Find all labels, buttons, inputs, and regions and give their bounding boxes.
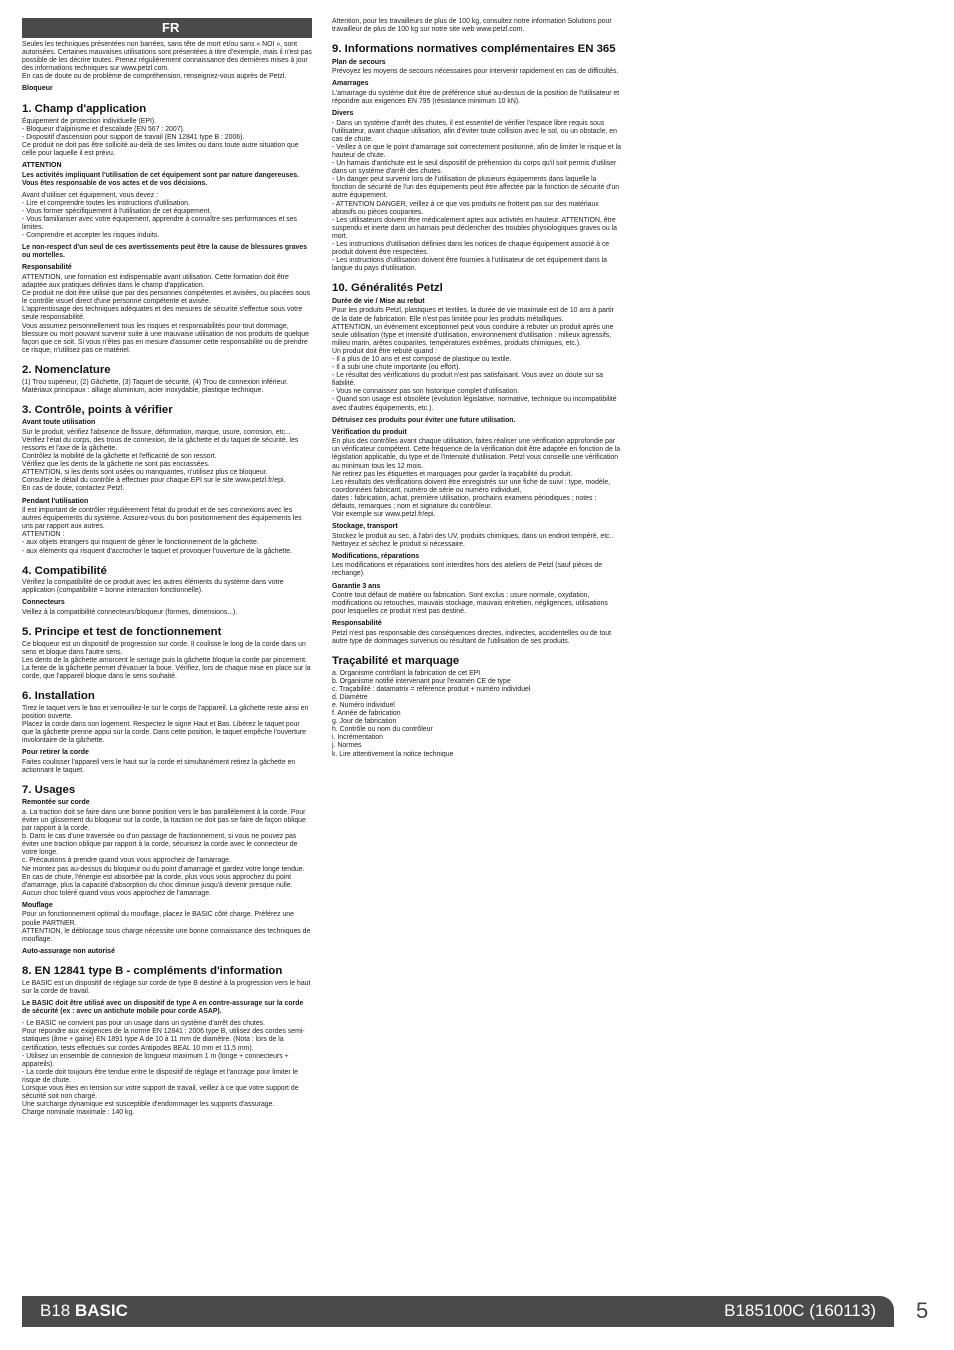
paragraph: (1) Trou supérieur, (2) Gâchette, (3) Taquet de sécurité, (4) Trou de connexion inférieur. Matériaux principaux : alliage aluminium, acier inoxydable, plastique technique.: [22, 378, 289, 394]
paragraph: L'amarrage du système doit être de préférence situé au-dessus de la position de l'utilisateur et répondre aux exigences EN 795 (résistance minimum 10 kN).: [332, 89, 620, 105]
left-column: [22, 18, 312, 1121]
section-heading: 10. Généralités Petzl: [332, 282, 443, 295]
paragraph: Il est important de contrôler régulièrement l'état du produit et de ses connexions avec les autres équipements du système. Assurez-vous du bon positionnement des équipements les uns par rapport aux autres. ATTENTION : - aux objets étrangers qui risquent de gêner le fonctionnement de la gâchette. - aux éléments qui risquent d'accrocher le taquet et provoquer l'ouverture de la gâchette.: [22, 507, 302, 555]
paragraph: Stockez le produit au sec, à l'abri des UV, produits chimiques, dans un endroit tempéré, etc.. Nettoyez et séchez le produit si nécessaire.: [332, 532, 614, 548]
paragraph: Équipement de protection individuelle (EPI). - Bloqueur d'alpinisme et d'escalade (EN 567 : 2007). - Dispositif d'ascension pour support de travail (EN 12841 type B : 2006). Ce produit ne doit pas être sollicité au-delà de ses limites ou dans toute autre situation que celle pour laquelle il est prévu.: [22, 117, 299, 157]
paragraph: En plus des contrôles avant chaque utilisation, faites réaliser une vérification approfondie par un vérificateur compétent. Cette fréquence de la vérification doit être adaptée en fonction de la législation applicable, du type et de l'intensité d'utilisation. Petzl vous conseille une vérification au minimum tous les 12 mois. Ne retirez pas les étiquettes et marquages pour garder la traçabilité du produit. Les résultats des vérifications doivent être enregistrés sur une fiche de suivi : type, modèle, coordonnées fabricant, numéro de série ou numéro individuel, dates : fabrication, achat, première utilisation, prochains examens périodiques ; notes : défauts, remarques ; nom et signature du contrôleur. Voir exemple sur www.petzl.fr/epi.: [332, 438, 621, 519]
paragraph: Sur le produit, vérifiez l'absence de fissure, déformation, marque, usure, corrosion, etc... Vérifiez l'état du corps, des trous de connexion, de la gâchette et du taquet de sécurité, les ressorts et l'axe de la gâchette. Contrôlez la mobilité de la gâchette et l'efficacité de son ressort. Vérifiez que les dents de la gâchette ne sont pas encrassées. ATTENTION, si les dents sont usées ou manquantes, n'utilisez plus ce bloqueur. Consultez le détail du contrôle à effectuer pour chaque EPI sur le site www.petzl.fr/epi. En cas de doute, contactez Petzl.: [22, 428, 299, 493]
paragraph: Tirez le taquet vers le bas et verrouillez-le sur le corps de l'appareil. La gâchette reste ainsi en position ouverte. Placez la corde dans son logement. Respectez le signe Haut et Bas. Libérez le taquet pour que la gâchette prenne appui sur la corde. Dans cette position, le taquet empêche l'ouverture involontaire de la gâchette.: [22, 704, 309, 744]
warning-paragraph: Détruisez ces produits pour éviter une future utilisation.: [332, 416, 516, 424]
paragraph: Seules les techniques présentées non barrées, sans tête de mort et/ou sans « NOI », sont autorisées. Certaines mauvaises utilisations sont présentées à titre d'exemple, mais il n'est pas possible de les décrire toutes. Prenez régulièrement connaissance des dernières mises à jour des informations techniques sur www.petzl.com. En cas de doute ou de problème de compréhension, renseignez-vous auprès de Petzl.: [22, 41, 312, 81]
paragraph: Pour les produits Petzl, plastiques et textiles, la durée de vie maximale est de 10 ans à partir de la date de fabrication. Elle n'est pas limitée pour les produits métalliques. ATTENTION, un événement exceptionnel peut vous conduire à rebuter un produit après une seule utilisation (type et intensité d'utilisation, environnement d'utilisation : milieux agressifs, milieu marin, arêtes coupantes, températures extrêmes, produits chimiques, etc.). Un produit doit être rebuté quand : - Il a plus de 10 ans et est composé de plastique ou textile. - Il a subi une chute importante (ou effort). - Le résultat des vérifications du produit n'est pas satisfaisant. Vous avez un doute sur sa fiabilité. - Vous ne connaissez pas son historique complet d'utilisation. - Quand son usage est obsolète (évolution législative, normative, technique ou incompatibilité avec d'autres équipements, etc.).: [332, 307, 617, 412]
subheading: Mouflage: [22, 901, 53, 909]
section-heading: 2. Nomenclature: [22, 363, 111, 376]
subheading: Pour retirer la corde: [22, 749, 89, 757]
subheading: Divers: [332, 110, 354, 118]
paragraph: Le BASIC est un dispositif de réglage sur corde de type B destiné à la progression vers le haut sur la corde de travail.: [22, 979, 311, 995]
subheading: Bloqueur: [22, 85, 53, 93]
paragraph: ATTENTION, une formation est indispensable avant utilisation. Cette formation doit être adaptée aux pratiques définies dans le champ d'application. Ce produit ne doit être utilisé que par des personnes compétentes et avisées, ou placées sous le contrôle visuel direct d'une personne compétente et avisée. L'apprentissage des techniques adéquates et des mesures de sécurité s'effectue sous votre seule responsabilité. Vous assumez personnellement tous les risques et responsabilités pour tout dommage, blessure ou mort pouvant survenir suite à une mauvaise utilisation de nos produits de quelque façon que ce soit. Si vous n'êtes pas en mesure d'assumer cette responsabilité ou de prendre ce risque, n'utilisez pas ce matériel.: [22, 273, 311, 354]
subheading: Vérification du produit: [332, 428, 407, 436]
subheading: ATTENTION: [22, 162, 62, 170]
paragraph: - Dans un système d'arrêt des chutes, il est essentiel de vérifier l'espace libre requis sous l'utilisateur, avant chaque utilisation, afin d'éviter toute collision avec le sol, ou un obstacle, en cas de chute. - Veillez à ce que le point d'amarrage soit correctement positionné, afin de limiter le risque et la hauteur de chute. - Un harnais d'antichute est le seul dispositif de préhension du corps qu'il soit permis d'utiliser dans un système d'arrêt des chutes. - Un danger peut survenir lors de l'utilisation de plusieurs équipements dans laquelle la fonction de sécurité de l'un des équipements peut être affectée par la fonction de sécurité d'un autre équipement. - ATTENTION DANGER, veillez à ce que vos produits ne frottent pas sur des matériaux abrasifs ou pièces coupantes. - Les utilisateurs doivent être médicalement aptes aux activités en hauteur. ATTENTION, être suspendu et inerte dans un harnais peut déclencher des troubles physiologiques graves ou la mort. - Les instructions d'utilisation définies dans les notices de chaque équipement associé à ce produit doivent être respectées. - Les instructions d'utilisation doivent être fournies à l'utilisateur de cet équipement dans la langue du pays d'utilisation.: [332, 119, 621, 273]
product-name: BASIC: [74, 1301, 128, 1320]
subheading: Connecteurs: [22, 599, 65, 607]
subheading: Responsabilité: [332, 620, 382, 628]
warning-paragraph: Les activités impliquant l'utilisation de cet équipement sont par nature dangereuses. Vous êtes responsable de vos actes et de vos décisions.: [22, 171, 299, 187]
subheading: Amarrages: [332, 80, 369, 88]
page-number: 5: [916, 1298, 929, 1323]
subheading: Plan de secours: [332, 58, 386, 66]
paragraph: Vérifiez la compatibilité de ce produit avec les autres éléments du système dans votre application (compatibilité = bonne interaction fonctionnelle).: [22, 579, 284, 595]
paragraph: Prévoyez les moyens de secours nécessaires pour intervenir rapidement en cas de difficultés.: [332, 68, 619, 76]
paragraph: Avant d'utiliser cet équipement, vous devez : - Lire et comprendre toutes les instructions d'utilisation. - Vous former spécifiquement à l'utilisation de cet équipement. - Vous familiariser avec votre équipement, apprendre à connaître ses performances et ses limites. - Comprendre et accepter les risques induits.: [22, 191, 297, 240]
right-column: [332, 18, 622, 763]
section-heading: 3. Contrôle, points à vérifier: [22, 403, 173, 416]
paragraph: Veillez à la compatibilité connecteurs/bloqueur (formes, dimensions...).: [22, 608, 238, 616]
subheading: Stockage, transport: [332, 523, 398, 531]
subheading: Avant toute utilisation: [22, 419, 96, 427]
subheading: Auto-assurage non autorisé: [22, 947, 115, 955]
subheading: Pendant l'utilisation: [22, 497, 89, 505]
language-tab: FR: [22, 18, 312, 38]
section-heading: 8. EN 12841 type B - compléments d'information: [22, 965, 283, 978]
subheading: Responsabilité: [22, 264, 72, 272]
paragraph: Les modifications et réparations sont interdites hors des ateliers de Petzl (sauf pièces de rechange).: [332, 562, 603, 578]
paragraph: - Le BASIC ne convient pas pour un usage dans un système d'arrêt des chutes. Pour répondre aux exigences de la norme EN 12841 : 2006 type B, utilisez des cordes semi-statiques (âme + gaine) EN 1891 type A de 10 à 11 mm de diamètre. (Nota : lors de la certification, tests effectués sur cordes Antipodes BEAL 10 mm et 11,5 mm). - Utilisez un ensemble de connexion de longueur maximum 1 m (longe + connecteurs + appareils). - La corde doit toujours être tendue entre le dispositif de réglage et l'ancrage pour limiter le risque de chute. Lorsque vous êtes en tension sur votre support de travail, veillez à ce que votre support de sécurité soit non chargé. Une surcharge dynamique est susceptible d'endommager les supports d'assurage. Charge nominale maximale : 140 kg.: [22, 1020, 305, 1117]
subheading: Remontée sur corde: [22, 799, 90, 807]
paragraph: Contre tout défaut de matière ou fabrication. Sont exclus : usure normale, oxydation, modifications ou retouches, mauvais stockage, mauvais entretien, négligences, utilisations pour lesquelles ce produit n'est pas destiné.: [332, 592, 608, 616]
section-heading: 4. Compatibilité: [22, 564, 107, 577]
section-heading: 9. Informations normatives complémentaires EN 365: [332, 43, 616, 56]
warning-paragraph: Le non-respect d'un seul de ces avertissements peut être la cause de blessures graves ou mortelles.: [22, 244, 308, 260]
footer-band: [22, 1296, 894, 1327]
subheading: Garantie 3 ans: [332, 582, 381, 590]
section-heading: 6. Installation: [22, 690, 95, 703]
warning-paragraph: Le BASIC doit être utilisé avec un dispositif de type A en contre-assurage sur la corde de sécurité (ex : avec un antichute mobile pour corde ASAP).: [22, 1000, 304, 1016]
paragraph: Attention, pour les travailleurs de plus de 100 kg, consultez notre information Solutions pour travailleur de plus de 100 kg sur notre site web www.petzl.com.: [332, 18, 612, 34]
paragraph: Ce bloqueur est un dispositif de progression sur corde. Il coulisse le long de la corde dans un sens et bloque dans l'autre sens. Les dents de la gâchette amorcent le serrage puis la gâchette bloque la corde par pincement. La fente de la gâchette permet d'évacuer la boue. Vérifiez, lors de chaque mise en place sur la corde, que l'appareil bloque dans le sens souhaité.: [22, 640, 311, 680]
document-reference: B185100C (160113): [724, 1301, 876, 1320]
paragraph: a. Organisme contrôlant la fabrication de cet EPI b. Organisme notifié intervenant pour l'examen CE de type c. Traçabilité : datamatrix = référence produit + numéro individuel d. Diamètre e. Numéro individuel f. Année de fabrication g. Jour de fabrication h. Contrôle ou nom du contrôleur i. Incrémentation j. Normes k. Lire attentivement la notice technique: [332, 669, 531, 758]
subheading: Durée de vie / Mise au rebut: [332, 297, 425, 305]
subheading: Modifications, réparations: [332, 552, 420, 560]
section-heading: Traçabilité et marquage: [332, 655, 460, 668]
paragraph: Pour un fonctionnement optimal du mouflage, placez le BASIC côté charge. Préférez une poulie PARTNER. ATTENTION, le déblocage sous charge nécessite une bonne connaissance des techniques de mouflage.: [22, 911, 311, 943]
paragraph: Petzl n'est pas responsable des conséquences directes, indirectes, accidentelles ou de tout autre type de dommages survenus ou résultant de l'utilisation de ses produits.: [332, 629, 612, 645]
paragraph: a. La traction doit se faire dans une bonne position vers le bas parallèlement à la corde. Pour éviter un glissement du bloqueur sur la corde, la traction ne doit pas se faire de façon oblique par rapport à la corde. b. Dans le cas d'une traversée ou d'un passage de fractionnement, si vous ne pouvez pas éviter une traction oblique par rapport à la corde, sécurisez la corde avec le connecteur de votre longe. c. Précautions à prendre quand vous vous approchez de l'amarrage. Ne montez pas au-dessus du bloqueur ou du point d'amarrage et gardez votre longe tendue. En cas de chute, l'énergie est absorbée par la corde, plus vous vous approchez du point d'amarrage, plus la capacité d'absorption du choc diminue jusqu'à devenir presque nulle. Aucun choc toléré quand vous vous approchez de l'amarrage.: [22, 808, 306, 897]
product-code: B18: [40, 1301, 71, 1320]
paragraph: Faites coulisser l'appareil vers le haut sur la corde et simultanément retirez la gâchette en actionnant le taquet.: [22, 758, 296, 774]
section-heading: 7. Usages: [22, 783, 76, 796]
section-heading: 5. Principe et test de fonctionnement: [22, 625, 222, 638]
footer-product: [40, 1301, 128, 1321]
section-heading: 1. Champ d'application: [22, 102, 147, 115]
